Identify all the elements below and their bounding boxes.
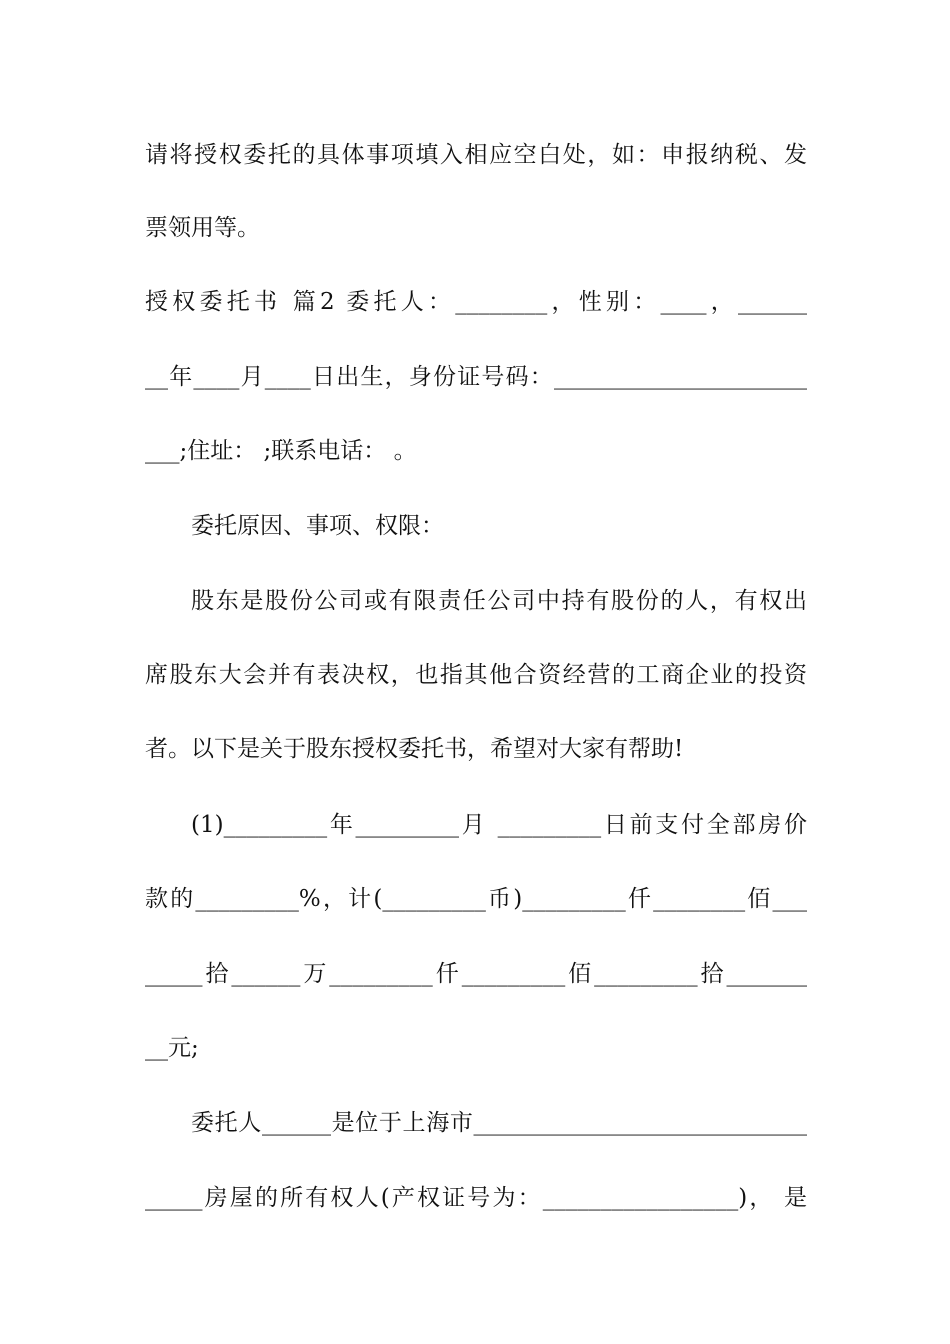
text-line-14: 委托人______是位于上海市_____________________________ (191, 1110, 807, 1136)
text-line-3: 授权委托书 篇2 委托人：________，性别：____，______ (145, 289, 807, 315)
text-line-13: __元; (145, 1035, 199, 1061)
text-line-12: _____拾______万_________仟_________佰_________拾_______ (145, 961, 807, 987)
text-line-7: 股东是股份公司或有限责任公司中持有股份的人，有权出 (191, 588, 807, 614)
text-line-6: 委托原因、事项、权限： (191, 513, 444, 539)
text-line-8: 席股东大会并有表决权，也指其他合资经营的工商企业的投资 (145, 662, 807, 688)
text-line-4: __年____月____日出生，身份证号码：______________________ (145, 364, 807, 390)
text-line-5: ___;住址： ;联系电话： 。 (145, 438, 417, 464)
text-line-11: 款的_________%，计(_________币)_________仟________佰___ (145, 886, 807, 912)
text-line-15: _____房屋的所有权人(产权证号为：_________________)， 是 (145, 1185, 807, 1211)
text-line-1: 请将授权委托的具体事项填入相应空白处，如：申报纳税、发 (145, 142, 807, 168)
text-line-2: 票领用等。 (145, 215, 260, 241)
text-line-10: (1)_________年_________月 _________日前支付全部房价 (191, 812, 807, 838)
text-line-9: 者。以下是关于股东授权委托书，希望对大家有帮助! (145, 736, 684, 762)
